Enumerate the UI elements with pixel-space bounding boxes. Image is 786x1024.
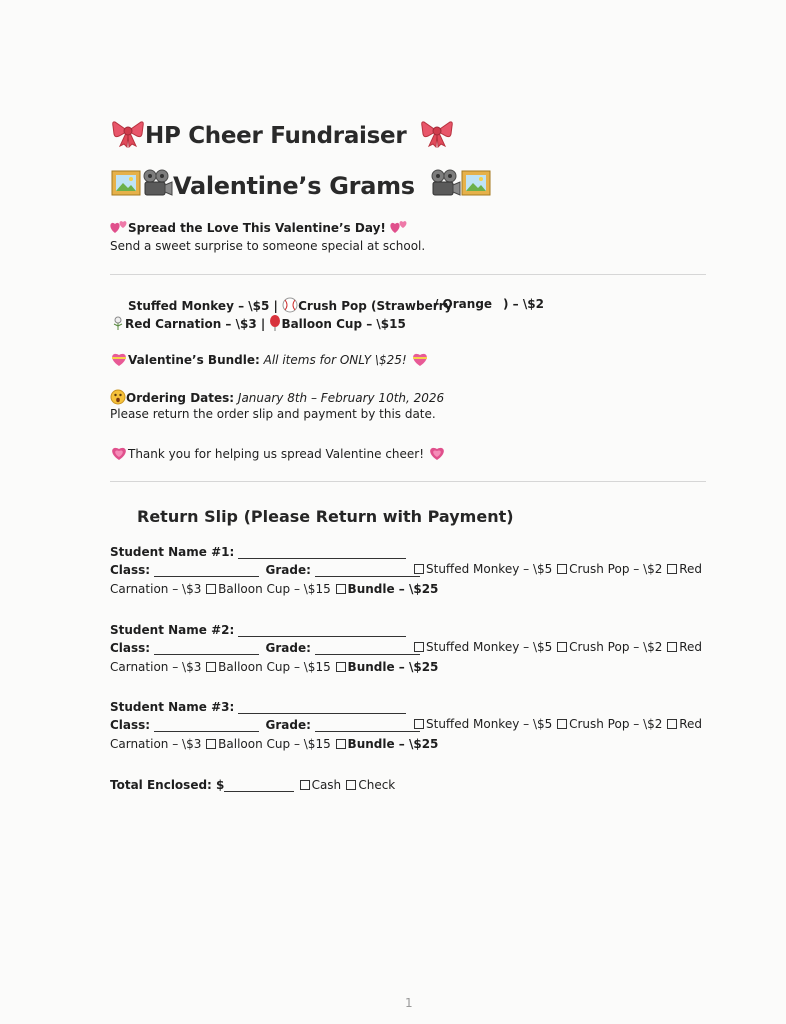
checkbox[interactable] bbox=[346, 780, 356, 790]
check-option: Check bbox=[358, 778, 396, 792]
ordering-label: Ordering Dates: bbox=[126, 391, 235, 405]
student-3-name-row bbox=[110, 700, 406, 714]
student-3-class-row bbox=[110, 718, 420, 732]
checkbox[interactable] bbox=[557, 719, 567, 729]
checkbox[interactable] bbox=[206, 662, 216, 672]
checkbox[interactable] bbox=[336, 739, 346, 749]
balloon-icon bbox=[269, 315, 281, 334]
heart-ribbon-icon bbox=[110, 351, 128, 370]
option-balloon-cup: Balloon Cup – \$15 bbox=[218, 582, 331, 596]
student-2-name-row bbox=[110, 623, 406, 637]
checkbox[interactable] bbox=[557, 642, 567, 652]
thanks-line bbox=[110, 445, 446, 464]
bow-icon bbox=[111, 118, 145, 154]
option-balloon-cup: Balloon Cup – \$15 bbox=[218, 660, 331, 674]
divider bbox=[110, 481, 706, 482]
option-stuffed-monkey: Stuffed Monkey – \$5 bbox=[426, 562, 553, 576]
divider bbox=[110, 274, 706, 275]
items-line-2 bbox=[111, 315, 406, 334]
heart-ribbon-icon bbox=[411, 351, 429, 370]
framed-picture-icon bbox=[111, 168, 141, 204]
checkbox[interactable] bbox=[414, 642, 424, 652]
thanks-text: Thank you for helping us spread Valentine cheer! bbox=[128, 447, 425, 461]
student-name-label: Student Name #2: bbox=[110, 623, 235, 637]
grade-field[interactable] bbox=[315, 564, 420, 577]
student-2-options-row-1 bbox=[413, 640, 702, 654]
option-balloon-cup: Balloon Cup – \$15 bbox=[218, 737, 331, 751]
items-line-1 bbox=[128, 297, 452, 316]
total-enclosed-label: Total Enclosed: $ bbox=[110, 778, 225, 792]
option-stuffed-monkey: Stuffed Monkey – \$5 bbox=[426, 717, 553, 731]
option-carnation-price: Carnation – \$3 bbox=[110, 660, 202, 674]
class-field[interactable] bbox=[154, 564, 259, 577]
items-line-1-orange: / Orange bbox=[434, 297, 493, 311]
checkbox[interactable] bbox=[336, 662, 346, 672]
checkbox[interactable] bbox=[206, 739, 216, 749]
grade-label: Grade: bbox=[265, 718, 311, 732]
student-1-options-row-1 bbox=[413, 562, 702, 576]
stuffed-monkey-price: Stuffed Monkey – \$5 | bbox=[128, 299, 278, 313]
option-crush-pop: Crush Pop – \$2 bbox=[569, 640, 663, 654]
ordering-note: Please return the order slip and payment by this date. bbox=[110, 407, 436, 421]
class-field[interactable] bbox=[154, 642, 259, 655]
fundraiser-title: HP Cheer Fundraiser bbox=[145, 123, 407, 149]
student-name-label: Student Name #1: bbox=[110, 545, 235, 559]
option-bundle: Bundle – \$25 bbox=[347, 737, 439, 751]
growing-heart-icon bbox=[110, 445, 128, 464]
option-crush-pop: Crush Pop – \$2 bbox=[569, 717, 663, 731]
student-name-field[interactable] bbox=[238, 624, 406, 637]
checkbox[interactable] bbox=[414, 564, 424, 574]
checkbox[interactable] bbox=[414, 719, 424, 729]
grade-field[interactable] bbox=[315, 719, 420, 732]
option-bundle: Bundle – \$25 bbox=[347, 582, 439, 596]
astonished-face-icon bbox=[110, 389, 126, 408]
student-2-options-row-2 bbox=[110, 660, 438, 674]
film-projector-icon bbox=[429, 168, 461, 204]
checkbox[interactable] bbox=[667, 564, 677, 574]
student-1-name-row bbox=[110, 545, 406, 559]
bundle-label: Valentine’s Bundle: bbox=[128, 353, 260, 367]
ordering-line bbox=[110, 389, 444, 408]
option-carnation-price: Carnation – \$3 bbox=[110, 737, 202, 751]
two-hearts-icon bbox=[390, 219, 408, 238]
ordering-dates: January 8th – February 10th, 2026 bbox=[237, 391, 445, 405]
two-hearts-icon bbox=[110, 219, 128, 238]
items-line-1-price: ) – \$2 bbox=[503, 297, 544, 311]
class-label: Class: bbox=[110, 718, 151, 732]
return-slip-title: Return Slip (Please Return with Payment) bbox=[137, 507, 514, 526]
checkbox[interactable] bbox=[336, 584, 346, 594]
option-crush-pop: Crush Pop – \$2 bbox=[569, 562, 663, 576]
growing-heart-icon bbox=[428, 445, 446, 464]
intro-subtext: Send a sweet surprise to someone special at school. bbox=[110, 239, 426, 253]
flower-icon bbox=[111, 315, 125, 334]
checkbox[interactable] bbox=[667, 642, 677, 652]
option-red-carnation: Red bbox=[679, 640, 703, 654]
checkbox[interactable] bbox=[557, 564, 567, 574]
student-2-class-row bbox=[110, 641, 420, 655]
option-red-carnation: Red bbox=[679, 562, 703, 576]
framed-picture-icon bbox=[461, 168, 491, 204]
bundle-text: All items for ONLY \$25! bbox=[263, 353, 407, 367]
page-number: 1 bbox=[405, 996, 413, 1010]
intro-headline-text: Spread the Love This Valentine’s Day! bbox=[128, 221, 386, 235]
red-carnation-price: Red Carnation – \$3 | bbox=[125, 317, 266, 331]
bundle-line bbox=[110, 351, 429, 370]
student-3-options-row-2 bbox=[110, 737, 438, 751]
grade-field[interactable] bbox=[315, 642, 420, 655]
option-carnation-price: Carnation – \$3 bbox=[110, 582, 202, 596]
baseball-icon bbox=[282, 297, 298, 316]
total-enclosed-field[interactable] bbox=[224, 779, 294, 792]
crush-pop-label: Crush Pop (Strawberry bbox=[298, 299, 453, 313]
grade-label: Grade: bbox=[265, 641, 311, 655]
total-enclosed-row bbox=[110, 778, 395, 792]
balloon-cup-price: Balloon Cup – \$15 bbox=[281, 317, 406, 331]
student-1-options-row-2 bbox=[110, 582, 438, 596]
checkbox[interactable] bbox=[667, 719, 677, 729]
student-name-field[interactable] bbox=[238, 701, 406, 714]
class-label: Class: bbox=[110, 641, 151, 655]
checkbox[interactable] bbox=[206, 584, 216, 594]
student-name-label: Student Name #3: bbox=[110, 700, 235, 714]
grade-label: Grade: bbox=[265, 563, 311, 577]
cash-option: Cash bbox=[311, 778, 342, 792]
student-1-class-row bbox=[110, 563, 420, 577]
class-label: Class: bbox=[110, 563, 151, 577]
student-3-options-row-1 bbox=[413, 717, 702, 731]
option-stuffed-monkey: Stuffed Monkey – \$5 bbox=[426, 640, 553, 654]
intro-headline bbox=[110, 219, 408, 238]
student-name-field[interactable] bbox=[238, 546, 406, 559]
bow-icon bbox=[420, 118, 454, 154]
valentines-grams-title: Valentine’s Grams bbox=[173, 172, 415, 200]
checkbox[interactable] bbox=[300, 780, 310, 790]
title-line-1 bbox=[111, 118, 454, 154]
class-field[interactable] bbox=[154, 719, 259, 732]
option-red-carnation: Red bbox=[679, 717, 703, 731]
option-bundle: Bundle – \$25 bbox=[347, 660, 439, 674]
film-projector-icon bbox=[141, 168, 173, 204]
title-line-2 bbox=[111, 168, 491, 204]
